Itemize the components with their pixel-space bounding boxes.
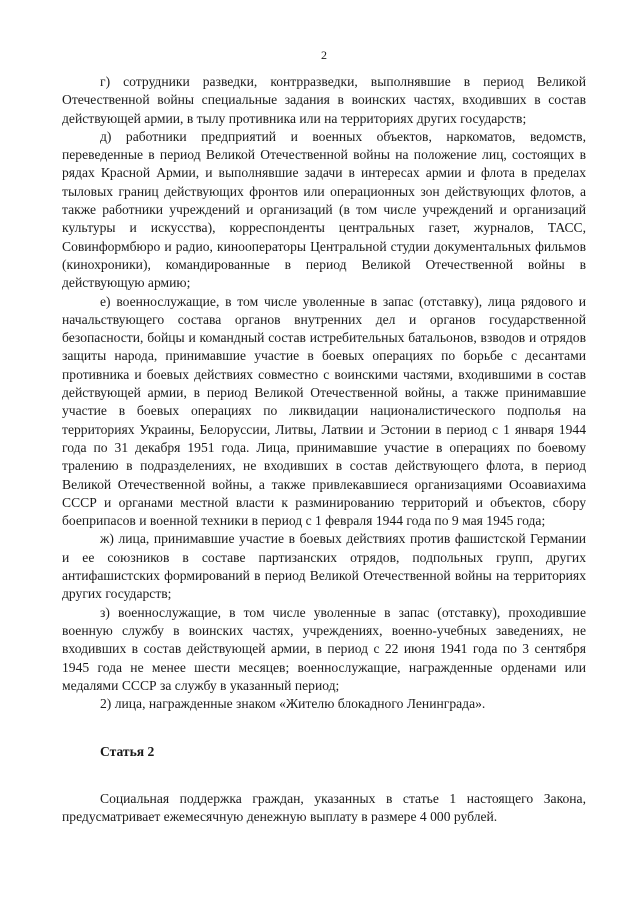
article-2-paragraph: Социальная поддержка граждан, указанных в статье 1 настоящего Закона, предусматривает ежемесячную денежную выплату в размере 4 000 рублей. xyxy=(62,790,586,824)
article-heading: Статья 2 xyxy=(100,744,155,760)
paragraph-zh: ж) лица, принимавшие участие в боевых действиях против фашистской Германии и ее союзников в составе партизанских отрядов, подпольных групп, других антифашистских формирований в период Великой Отечественной войны на территориях других государств; xyxy=(62,531,586,602)
page-number: 2 xyxy=(321,48,327,62)
paragraph-2: 2) лица, награжденные знаком «Жителю блокадного Ленинграда». xyxy=(100,696,486,712)
paragraph-z: з) военнослужащие, в том числе уволенные в запас (отставку), проходившие военную службу в воинских частях, учреждениях, военно-учебных заведениях, не входивших в состав действующей армии, в период с 22 июня 1941 года по 3 сентября 1945 года не менее шести месяцев; военнослужащие, награжденные орденами или медалями СССР за службу в указанный период; xyxy=(62,604,586,693)
paragraph-e: е) военнослужащие, в том числе уволенные в запас (отставку), лица рядового и начальствующего состава органов внутренних дел и органов государственной безопасности, бойцы и командный состав истребительных батальонов, взводов и отрядов защиты народа, принимавшие участие в боевых операциях по борьбе с десантами противника и боевых действиях совместно с воинскими частями, входившими в состав действующей армии, в период Великой Отечественной войны, а также принимавшие участие в боевых операциях по ликвидации националистического подполья на территориях Украины, Белоруссии, Литвы, Латвии и Эстонии в период с 1 января 1944 года по 31 декабря 1951 года. Лица, принимавшие участие в операциях по боевому тралению в подразделениях, не входивших в состав действующего флота, в период Великой Отечественной войны, а также привлекавшиеся организациями Осоавиахима СССР и органами местной власти к разминированию территорий и объектов, сбору боеприпасов и военной техники в период с 1 февраля 1944 года по 9 мая 1945 года; xyxy=(62,293,586,529)
paragraph-d: д) работники предприятий и военных объектов, наркоматов, ведомств, переведенные в период Великой Отечественной войны на положение лиц, состоящих в рядах Красной Армии, и выполнявшие задачи в интересах армии и флота в пределах тыловых границ действующих фронтов или операционных зон действующих флотов, а также работники учреждений и организаций (в том числе учреждений и организаций культуры и искусства), корреспонденты центральных газет, журналов, ТАСС, Совинформбюро и радио, кинооператоры Центральной студии документальных фильмов (кинохроники), командированные в период Великой Отечественной войны в действующую армию; xyxy=(62,128,586,291)
paragraph-g: г) сотрудники разведки, контрразведки, выполнявшие в период Великой Отечественной войны специальные задания в воинских частях, входивших в состав действующей армии, в тылу противника или на территориях других государств; xyxy=(62,74,586,126)
